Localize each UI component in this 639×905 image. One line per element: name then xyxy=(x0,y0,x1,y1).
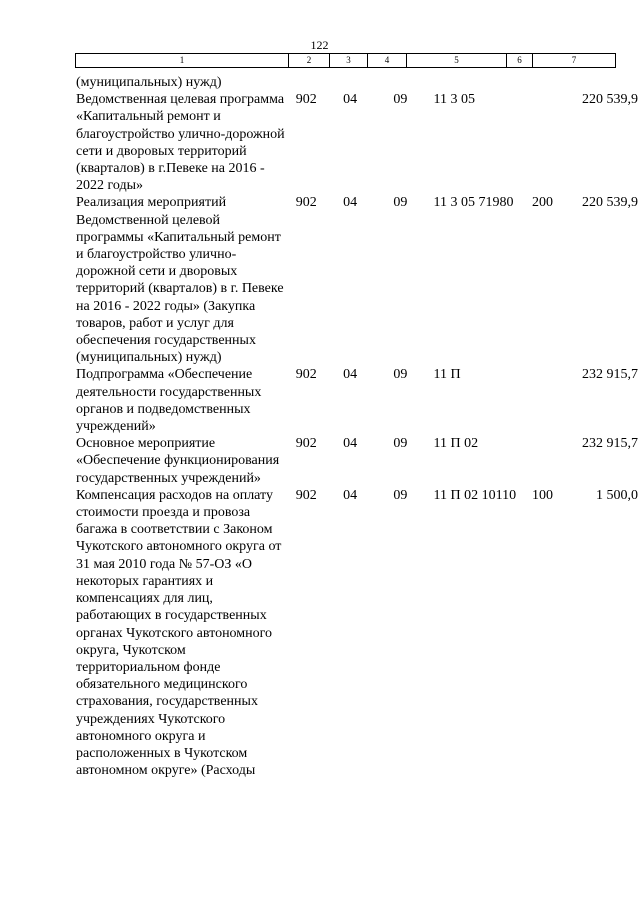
row-section-code: 04 xyxy=(343,367,358,383)
row-subsection-code: 09 xyxy=(393,195,408,211)
row-amount: 232 915,7 xyxy=(582,367,638,383)
column-number-7: 7 xyxy=(533,54,616,68)
row-amount: 220 539,9 xyxy=(582,92,638,108)
row-subsection-code: 09 xyxy=(393,487,408,503)
row-expense-type: 100 xyxy=(531,487,553,503)
column-number-row xyxy=(76,54,616,68)
row-name: (муниципальных) нужд) xyxy=(76,75,222,90)
row-name: Подпрограмма «Обеспечение деятельности государственных органов и подведомственных учреждений» xyxy=(76,367,262,435)
row-section-code: 04 xyxy=(343,195,358,211)
row-expense-type xyxy=(532,435,557,487)
table-row xyxy=(75,91,639,194)
row-ministry-code: 902 xyxy=(295,92,317,108)
row-expense-type xyxy=(532,91,557,194)
row-name: Основное мероприятие «Обеспечение функционирования государственных учреждений» xyxy=(76,436,280,486)
row-ministry-code: 902 xyxy=(295,487,317,503)
row-subsection-code: 09 xyxy=(393,436,408,452)
column-number-1: 1 xyxy=(76,54,289,68)
row-expense-type xyxy=(532,74,557,91)
row-subsection-code xyxy=(379,74,430,91)
table-row xyxy=(75,487,639,779)
column-number-3: 3 xyxy=(330,54,368,68)
row-section-code: 04 xyxy=(343,436,358,452)
table-row xyxy=(75,74,639,91)
row-ministry-code: 902 xyxy=(295,436,317,452)
row-ministry-code: 902 xyxy=(295,367,317,383)
row-subsection-code: 09 xyxy=(393,367,408,383)
row-expense-type: 200 xyxy=(531,195,553,211)
row-amount: 232 915,7 xyxy=(582,436,638,452)
budget-table xyxy=(75,74,639,779)
row-target-article: 11 П 02 xyxy=(433,436,479,452)
column-number-2: 2 xyxy=(289,54,330,68)
row-target-article: 11 П 02 10110 xyxy=(433,487,517,503)
row-subsection-code: 09 xyxy=(393,92,408,108)
row-target-article: 11 3 05 71980 xyxy=(433,195,514,211)
row-amount: 220 539,9 xyxy=(582,195,638,211)
row-ministry-code xyxy=(285,74,335,91)
table-row xyxy=(75,194,639,366)
row-section-code: 04 xyxy=(343,92,358,108)
row-amount: 1 500,0 xyxy=(596,487,638,503)
table-row xyxy=(75,435,639,487)
row-ministry-code: 902 xyxy=(295,195,317,211)
row-name: Компенсация расходов на оплату стоимости проезда и провоза багажа в соответствии с Законом Чукотского автономного округа от 31 мая 2010 года № 57-ОЗ «О некоторых гарантиях и компенсациях для лиц, работающих в государственных органах Чукотского автономного округа, Чукотском территориальном фонде обязательного медицинского страхования, государственных учреждениях Чукотского автономного округа и расположенных в Чукотском автономном округе» (Расходы xyxy=(76,487,282,779)
column-number-6: 6 xyxy=(507,54,533,68)
page-number: 122 xyxy=(310,38,329,52)
row-section-code: 04 xyxy=(343,487,358,503)
row-target-article: 11 3 05 xyxy=(433,92,475,108)
table-row xyxy=(75,366,639,435)
row-expense-type xyxy=(532,366,557,435)
column-number-5: 5 xyxy=(407,54,507,68)
budget-table-body xyxy=(75,74,639,779)
row-section-code xyxy=(335,74,379,91)
row-name: Реализация мероприятий Ведомственной целевой программы «Капитальный ремонт и благоустройство улично-дорожной сети и дворовых территорий (кварталов) в г. Певеке на 2016 - 2022 годы» (Закупка товаров, работ и услуг для обеспечения государственных (муниципальных) нужд) xyxy=(76,195,284,366)
column-number-header xyxy=(75,53,616,68)
row-target-article xyxy=(431,74,532,91)
row-target-article: 11 П xyxy=(433,367,461,383)
row-name: Ведомственная целевая программа «Капитальный ремонт и благоустройство улично-дорожной сети и дворовых территорий (кварталов) в г.Певеке на 2016 - 2022 годы» xyxy=(76,92,285,194)
column-number-4: 4 xyxy=(368,54,407,68)
row-amount xyxy=(557,74,639,91)
